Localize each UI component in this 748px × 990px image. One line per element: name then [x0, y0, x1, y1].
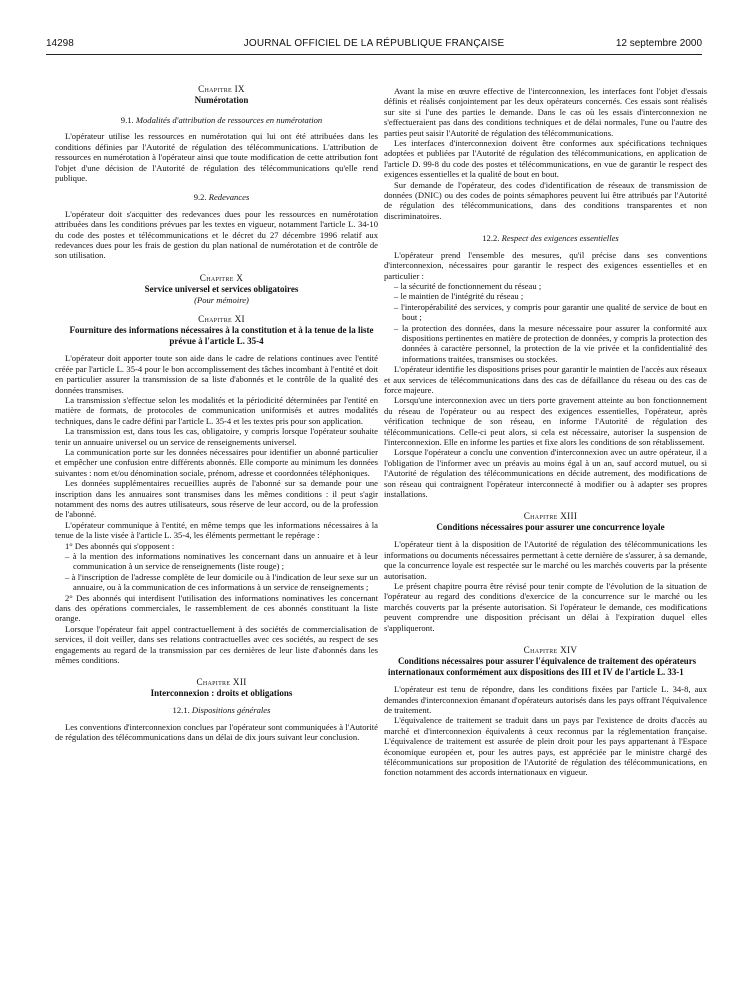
- paragraph: L'opérateur tient à la disposition de l'Autorité de régulation des télécommunications les informations ou documents nécessaires permettant à cette dernière de s'assurer, à sa demande, que la concurrence loyale est respectée sur le marché ou les marchés couverts par la présente autorisation.: [384, 539, 707, 581]
- chapter-note: (Pour mémoire): [194, 294, 249, 305]
- chapter-label: Chapitre X: [199, 272, 244, 283]
- paragraph: L'opérateur prend l'ensemble des mesures, qu'il précise dans ses conventions d'interconnexion, nécessaires pour garantir le respect des exigences essentielles et en particulier :: [384, 249, 707, 281]
- list-item: – la protection des données, dans la mesure nécessaire pour assurer la conformité aux dispositions pertinentes en matière de protection de données, y compris la protection des données à caractère personnel, la protection de la vie privée et la confidentialité des informations traitées, transmises ou stockées.: [394, 322, 707, 364]
- page-number: 14298: [46, 38, 74, 49]
- section-heading: 12.1. Dispositions générales: [172, 705, 271, 716]
- chapter-label: Chapitre IX: [198, 84, 245, 94]
- list-item: – le maintien de l'intégrité du réseau ;: [394, 291, 524, 302]
- paragraph: Les interfaces d'interconnexion doivent être conformes aux spécifications techniques adoptées et publiées par l'Autorité de régulation des télécommunications, en application de l'article D. 99-8 du code des postes et télécommunications, en vue de garantir le respect des exigences essentielles et la qualité de bout en bout.: [384, 138, 707, 180]
- paragraph: L'opérateur est tenu de répondre, dans les conditions fixées par l'article L. 34-8, aux demandes d'interconnexion émanant d'opérateurs autorisés dans les pays offrant l'équivalence de traitement.: [384, 684, 707, 715]
- publication-date: 12 septembre 2000: [615, 38, 702, 49]
- paragraph: 1° Des abonnés qui s'opposent :: [65, 540, 175, 551]
- paragraph: La transmission est, dans tous les cas, obligatoire, y compris lorsque l'opérateur souhaite tenir un annuaire universel ou un service de renseignements universel.: [55, 426, 378, 447]
- section-heading: 9.2. Redevances: [193, 192, 250, 203]
- list-item: – à la mention des informations nominatives les concernant dans un annuaire et à leur communication à un service de renseignements (liste rouge) ;: [65, 551, 378, 572]
- chapter-title: Conditions nécessaires pour assurer l'équivalence de traitement des opérateurs internationaux conformément aux dispositions des III et IV de l'article L. 33-1: [388, 656, 697, 678]
- paragraph: Les données supplémentaires recueillies auprès de l'abonné sur sa demande pour une inscription dans les annuaires sont transmises dans les mêmes conditions : il peut s'agir notamment des noms des autres utilisateurs, sous réserve de leur accord, ou de la profession de l'abonné.: [55, 478, 378, 520]
- paragraph: L'opérateur doit apporter toute son aide dans le cadre de relations continues avec l'entité créée par l'article L. 35-4 pour le bon accomplissement des tâches incombant à l'entité et doit en particulier assurer la transmission de sa liste d'abonnés et le contrôle de la qualité des données transmises.: [55, 353, 378, 395]
- paragraph: Lorsqu'une interconnexion avec un tiers porte gravement atteinte au bon fonctionnement du réseau de l'opérateur ou au respect des exigences essentielles, l'opérateur, après vérification technique de son réseau, en informe l'Autorité de régulation des télécommunications. Celle-ci peut alors, si cela est nécessaire, autoriser la suspension de l'interconnexion. Elle en informe les parties et fixe alors les conditions de son rétablissement.: [384, 395, 707, 447]
- chapter-label: Chapitre XIV: [523, 645, 578, 656]
- paragraph: Lorsque l'opérateur a conclu une convention d'interconnexion avec un autre opérateur, il a l'obligation de l'informer avec un préavis au moins égal à un an, sauf accord mutuel, ou si l'Autorité de régulation des télécommunications en décide autrement, des modifications de son réseau qui contraignent l'opérateur interconnecté à modifier ou à adapter ses propres installations.: [384, 447, 707, 500]
- paragraph: Sur demande de l'opérateur, des codes d'identification de réseaux de transmission de données (DNIC) ou des codes de points sémaphores peuvent lui être attribués par l'Autorité de régulation des télécommunications, dans des conditions transparentes et non discriminatoires.: [384, 179, 707, 221]
- chapter-label: Chapitre XIII: [523, 511, 578, 522]
- paragraph: L'opérateur utilise les ressources en numérotation qui lui ont été attribuées dans les conditions définies par l'Autorité de régulation des télécommunications. L'attribution de ressources en numérotation à l'opérateur ainsi que toute modification de cette attribution font l'objet d'une décision de l'Autorité de régulation des télécommunications qu'elle rend publique.: [55, 131, 378, 184]
- chapter-title: Interconnexion : droits et obligations: [150, 688, 293, 699]
- paragraph: Lorsque l'opérateur fait appel contractuellement à des sociétés de commercialisation de services, il doit veiller, dans ses relations contractuelles avec ces sociétés, au respect de ses engagements au regard de la transmission par ces dernières de leur liste d'abonnés dans les mêmes conditions.: [55, 623, 378, 666]
- paragraph: La transmission s'effectue selon les modalités et la périodicité déterminées par l'entité en matière de formats, de protocoles de communication uniformisés et autres modalités techniques, dans le cadre défini par l'article L. 35-4 et les textes pris pour son application.: [55, 394, 378, 426]
- paragraph: La communication porte sur les données nécessaires pour identifier un abonné particulier et empêcher une confusion entre différents abonnés. Elle comporte au minimum les données suivantes : nom et/ou dénomination sociale, prénom, adresse et coordonnées téléphoniques.: [55, 446, 378, 478]
- list-item: – la sécurité de fonctionnement du réseau ;: [394, 280, 542, 291]
- paragraph: Le présent chapitre pourra être révisé pour tenir compte de l'évolution de la situation de l'opérateur au regard des conditions d'exercice de la concurrence sur le marché ou les marchés couverts par la présente autorisation. Si l'opérateur le demande, ces modifications peuvent comprendre une disposition précisant un délai à l'expiration duquel elles s'appliqueront.: [384, 581, 707, 633]
- paragraph: 2° Des abonnés qui interdisent l'utilisation des informations nominatives les concernant dans des opérations commerciales, le rassemblement de ces abonnés constituant la liste orange.: [55, 592, 378, 624]
- paragraph: L'opérateur doit s'acquitter des redevances dues pour les ressources en numérotation attribuées dans les conditions prévues par les textes en vigueur, notamment l'article L. 34-10 du code des postes et télécommunications et le décret du 27 décembre 1996 relatif aux redevances dues pour les frais de gestion du plan national de numérotation et de contrôle de son utilisation.: [55, 208, 378, 261]
- section-heading: 12.2. Respect des exigences essentielles: [482, 233, 619, 244]
- left-column: [55, 84, 378, 964]
- journal-title: JOURNAL OFFICIEL DE LA RÉPUBLIQUE FRANÇAISE: [243, 38, 505, 49]
- header-rule: [46, 54, 702, 55]
- chapter-title: Conditions nécessaires pour assurer une concurrence loyale: [436, 522, 665, 533]
- section-heading: 9.1. Modalités d'attribution de ressources en numérotation: [120, 115, 323, 125]
- paragraph: L'opérateur communique à l'entité, en même temps que les informations nécessaires à la tenue de la liste visée à l'article L. 35-4, les éléments permettant le repérage :: [55, 519, 378, 541]
- paragraph: L'équivalence de traitement se traduit dans un pays par l'existence de droits d'accès au marché et d'interconnexion équivalents à ceux reconnus par la réglementation française. L'équivalence de traitement est assurée de plein droit pour les pays appartenant à l'Espace économique européen et, pour les autres pays, est appréciée par le ministre chargé des télécommunications sur proposition de l'Autorité de régulation des télécommunications, en fonction notamment des accords internationaux en vigueur.: [384, 715, 707, 778]
- paragraph: L'opérateur identifie les dispositions prises pour garantir le maintien de l'accès aux réseaux et aux services de télécommunications dans des cas de défaillance du réseau ou des cas de force majeure.: [384, 364, 707, 395]
- chapter-label: Chapitre XI: [198, 314, 245, 325]
- chapter-title: Numérotation: [194, 95, 249, 105]
- paragraph: Les conventions d'interconnexion conclues par l'opérateur sont communiquées à l'Autorité de régulation des télécommunications dans un délai de dix jours suivant leur conclusion.: [55, 721, 378, 743]
- right-column: [384, 86, 707, 966]
- list-item: – l'interopérabilité des services, y compris pour garantir une qualité de service de bout en bout ;: [394, 301, 707, 323]
- list-item: – à l'inscription de l'adresse complète de leur domicile ou à l'indication de leur sexe sur un annuaire, ou à la communication de ces informations à un service de renseignements ;: [65, 571, 378, 593]
- chapter-title: Service universel et services obligatoires: [144, 283, 299, 294]
- paragraph: Avant la mise en œuvre effective de l'interconnexion, les interfaces font l'objet d'essais définis et réalisés conjointement par les deux opérateurs concernés. Ces essais sont réalisés sur site si l'une des parties le demande. Dans le cas où les essais d'interconnexion ne s'effectueraient pas dans des conditions techniques et de délai normales, l'une ou l'autre des parties peut saisir l'Autorité de régulation des télécommunications.: [384, 86, 707, 138]
- chapter-title: Fourniture des informations nécessaires à la constitution et à la tenue de la liste prévue à l'article L. 35-4: [69, 325, 374, 347]
- chapter-label: Chapitre XII: [196, 677, 247, 688]
